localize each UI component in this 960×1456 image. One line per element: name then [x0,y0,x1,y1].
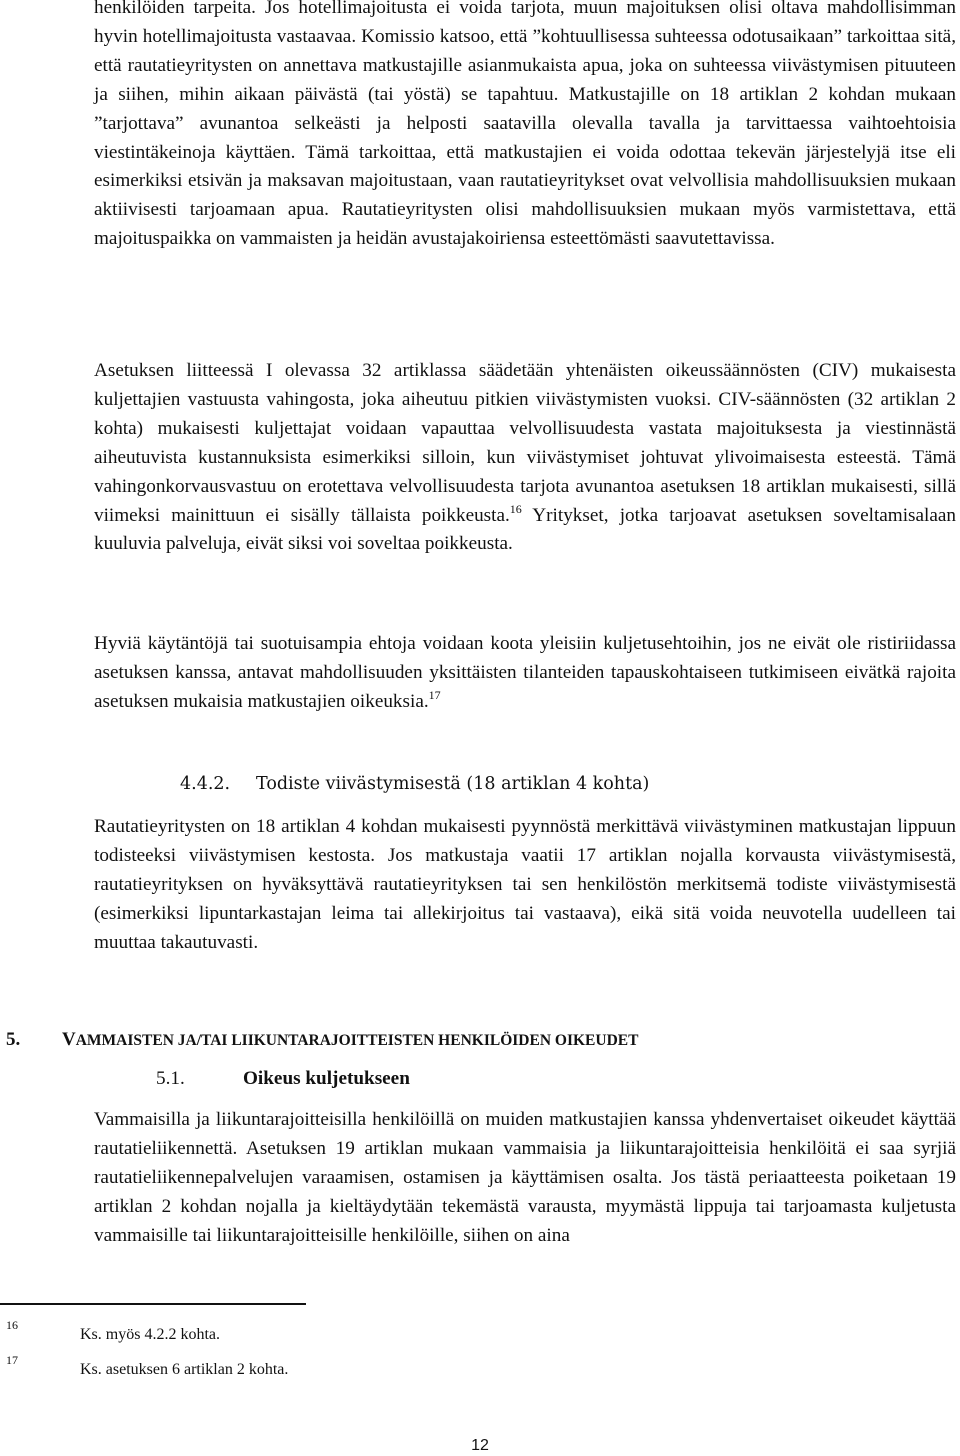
subheading-title: Todiste viivästymisestä (18 artiklan 4 kohta) [256,774,650,794]
paragraph-good-practices-text: Hyviä käytäntöjä tai suotuisampia ehtoja voidaan koota yleisiin kuljetusehtoihin, jos ne eivät ole ristiriidassa asetuksen kanssa, antavat mahdollisuuden yksittäisten tilanteiden tapauskohtaiseen tutkimiseen eivätkä rajoita asetuksen mukaisia matkustajien oikeuksia. [94,633,956,712]
paragraph-transport-right: Vammaisilla ja liikuntarajoitteisilla henkilöillä on muiden matkustajien kanssa yhdenvertaiset oikeudet käyttää rautatieliikennettä. Asetuksen 19 artiklan mukaan vammaisia ja liikuntarajoitteisia henkilöitä ei saa syrjiä rautatieliikennepalvelujen varaamisen, ostamisen ja käyttämisen osalta. Jos tästä periaatteesta poiketaan 19 artiklan 2 kohdan nojalla ja kieltäydytään tekemästä varausta, myymästä lippuja tai tarjoamasta kuljetusta vammaisille tai liikuntarajoitteisille henkilöille, siihen on aina [94,1109,956,1246]
subheading-number: 4.4.2. [180,774,231,794]
paragraph-civ-liability-text: Asetuksen liitteessä I olevassa 32 artiklassa säädetään yhtenäisten oikeussäännösten (CIV) mukaisesta kuljettajien vastuusta vahingosta, joka aiheutuu pitkien viivästymisten vuoksi. CIV-säännösten (32 artiklan 2 kohta) mukaisesti kuljettajat voidaan vapauttaa velvollisuudesta vastata majoituksesta ja viestinnästä aiheutuvista kustannuksista esimerkiksi silloin, kun viivästymiset johtuvat ylivoimaisesta esteestä. Tämä vahingonkorvausvastuu on erotettava velvollisuudesta tarjota avunantoa asetuksen 18 artiklan mukaisesti, sillä viimeksi mainittuun ei sisälly tällaista poikkeusta. [94,360,956,526]
paragraph-civ-liability [94,357,956,559]
subsection-title: Oikeus kuljetukseen [243,1068,410,1089]
footnote-mark: 17 [6,1353,18,1367]
footnote-ref-17[interactable]: 17 [428,687,441,702]
section-title [62,1029,639,1050]
footnote-text: Ks. asetuksen 6 artiklan 2 kohta. [80,1361,289,1378]
subsection-number: 5.1. [156,1068,185,1089]
footnote-text: Ks. myös 4.2.2 kohta. [80,1326,220,1343]
footnote-mark: 16 [6,1318,18,1332]
paragraph-accommodation: henkilöiden tarpeita. Jos hotellimajoitusta ei voida tarjota, muun majoituksen olisi oltava mahdollisimman hyvin hotellimajoitusta vastaavaa. Komissio katsoo, että ”kohtuullisessa suhteessa odotusaikaan” tarkoittaa sitä, että rautatieyritysten on annettava matkustajille asianmukaista apua, joka on suhteessa viivästymisen pituuteen ja siihen, mihin aikaan päivästä (tai yöstä) se tapahtuu. Matkustajille on 18 artiklan 2 kohdan mukaan ”tarjottava” avunantoa selkeästi ja helposti saatavilla olevalla tavalla ja tarvittaessa vaihtoehtoisia viestintäkeinoja käyttäen. Tämä tarkoittaa, että matkustajien ei voida odottaa tekevän järjestelyjä itse eli esimerkiksi etsivän ja maksavan majoitustaan, vaan rautatieyritykset ovat velvollisia mahdollisuuksien mukaan aktiivisesti tarjoamaan apua. Rautatieyritysten olisi mahdollisuuksien mukaan myös varmistettava, että majoituspaikka on vammaisten ja heidän avustajakoiriensa esteettömästi saavutettavissa. [94,0,956,250]
section-number: 5. [6,1029,21,1050]
paragraph-delay-proof: Rautatieyritysten on 18 artiklan 4 kohdan mukaisesti pyynnöstä merkittävä viivästyminen matkustajan lippuun todisteeksi viivästymisen kestosta. Jos matkustaja vaatii 17 artiklan nojalla korvausta viivästymisestä, rautatieyrityksen on hyväksyttävä rautatieyrityksen tai sen henkilöstön merkitsemä todiste viivästymisestä (esimerkiksi lipuntarkastajan leima tai allekirjoitus tai vastaava), eikä sitä voida neuvotella uudelleen tai muuttaa takautuvasti. [94,816,956,953]
section-title-rest: AMMAISTEN JA/TAI LIIKUNTARAJOITTEISTEN HENKILÖIDEN OIKEUDET [75,1032,639,1049]
section-title-initial: V [62,1029,76,1050]
page-number: 12 [471,1437,489,1454]
footnote-ref-16[interactable]: 16 [509,501,522,516]
paragraph-civ-liability-tail: Yritykset, jotka tarjoavat asetuksen soveltamisalaan kuuluvia palveluja, eivät siksi voi soveltaa poikkeusta. [94,504,956,555]
paragraph-good-practices [94,630,956,717]
subsection-heading-5-1 [156,1068,410,1090]
footnote-separator [0,1303,306,1305]
subheading-4-4-2 [180,774,649,794]
section-heading-5 [6,1029,638,1051]
